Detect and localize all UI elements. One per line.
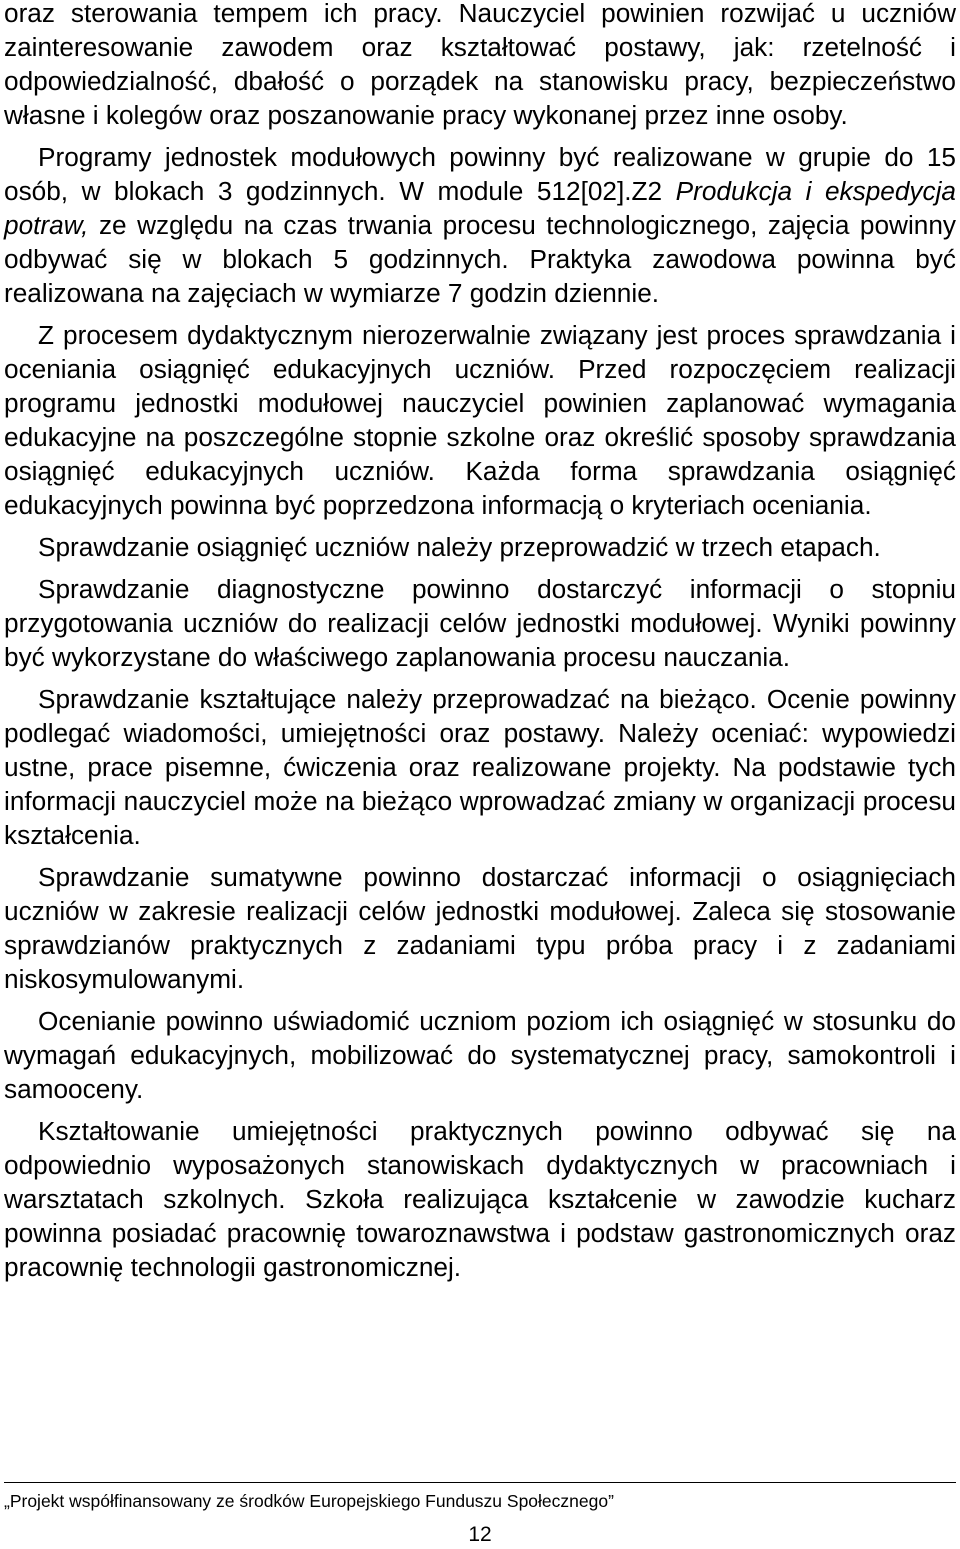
page-number: 12 [468,1523,492,1546]
paragraph-assessment-intro: Z procesem dydaktycznym nierozerwalnie związany jest proces sprawdzania i oceniania osiągnięć edukacyjnych uczniów. Przed rozpoczęciem realizacji programu jednostki modułowej nauczyciel powinien zaplanować wymagania edukacyjne na poszczególne stopnie szkolne oraz określić sposoby sprawdzania osiągnięć edukacyjnych uczniów. Każda forma sprawdzania osiągnięć edukacyjnych powinna być poprzedzona informacją o kryteriach oceniania. [4,320,956,520]
paragraph-practical-skills: Kształtowanie umiejętności praktycznych powinno odbywać się na odpowiednio wyposażonych stanowiskach dydaktycznych w pracowniach i warsztatach szkolnych. Szkoła realizująca kształcenie w zawodzie kucharz powinna posiadać pracownię towaroznawstwa i podstaw gastronomicznych oraz pracownię technologii gastronomicznej. [4,1116,956,1282]
paragraph-module-schedule [4,140,956,310]
paragraph-teacher-role: oraz sterowania tempem ich pracy. Nauczyciel powinien rozwijać u uczniów zainteresowanie zawodem oraz kształtować postawy, jak: rzetelność i odpowiedzialność, dbałość o porządek na stanowisku pracy, bezpieczeństwo własne i kolegów oraz poszanowanie pracy wykonanej przez inne osoby. [4,0,956,130]
paragraph-module-schedule-part2: ze względu na czas trwania procesu technologicznego, zajęcia powinny odbywać się w blokach 5 godzinnych. Praktyka zawodowa powinna być realizowana na zajęciach w wymiarze 7 godzin dziennie. [4,210,956,308]
document-body [4,0,956,1292]
footer-funding-note: „Projekt współfinansowany ze środków Europejskiego Funduszu Społecznego” [4,1491,614,1511]
paragraph-assessment-stages: Sprawdzanie osiągnięć uczniów należy przeprowadzić w trzech etapach. [38,532,881,562]
paragraph-diagnostic-assessment: Sprawdzanie diagnostyczne powinno dostarczyć informacji o stopniu przygotowania uczniów do realizacji celów jednostki modułowej. Wyniki powinny być wykorzystane do właściwego zaplanowania procesu nauczania. [4,574,956,672]
paragraph-grading-purpose: Ocenianie powinno uświadomić uczniom poziom ich osiągnięć w stosunku do wymagań edukacyjnych, mobilizować do systematycznej pracy, samokontroli i samooceny. [4,1006,956,1104]
paragraph-summative-assessment: Sprawdzanie sumatywne powinno dostarczać informacji o osiągnięciach uczniów w zakresie realizacji celów jednostki modułowej. Zaleca się stosowanie sprawdzianów praktycznych z zadaniami typu próba pracy i z zadaniami niskosymulowanymi. [4,862,956,994]
module-title-italic: Produkcja i ekspedycja potraw, [4,176,956,240]
paragraph-module-schedule-part1: Programy jednostek modułowych powinny być realizowane w grupie do 15 osób, w blokach 3 godzinnych. W module 512[02].Z2 [4,142,956,206]
footer-divider [4,1482,956,1483]
paragraph-formative-assessment: Sprawdzanie kształtujące należy przeprowadzać na bieżąco. Ocenie powinny podlegać wiadomości, umiejętności oraz postawy. Należy oceniać: wypowiedzi ustne, prace pisemne, ćwiczenia oraz realizowane projekty. Na podstawie tych informacji nauczyciel może na bieżąco wprowadzać zmiany w organizacji procesu kształcenia. [4,684,956,850]
